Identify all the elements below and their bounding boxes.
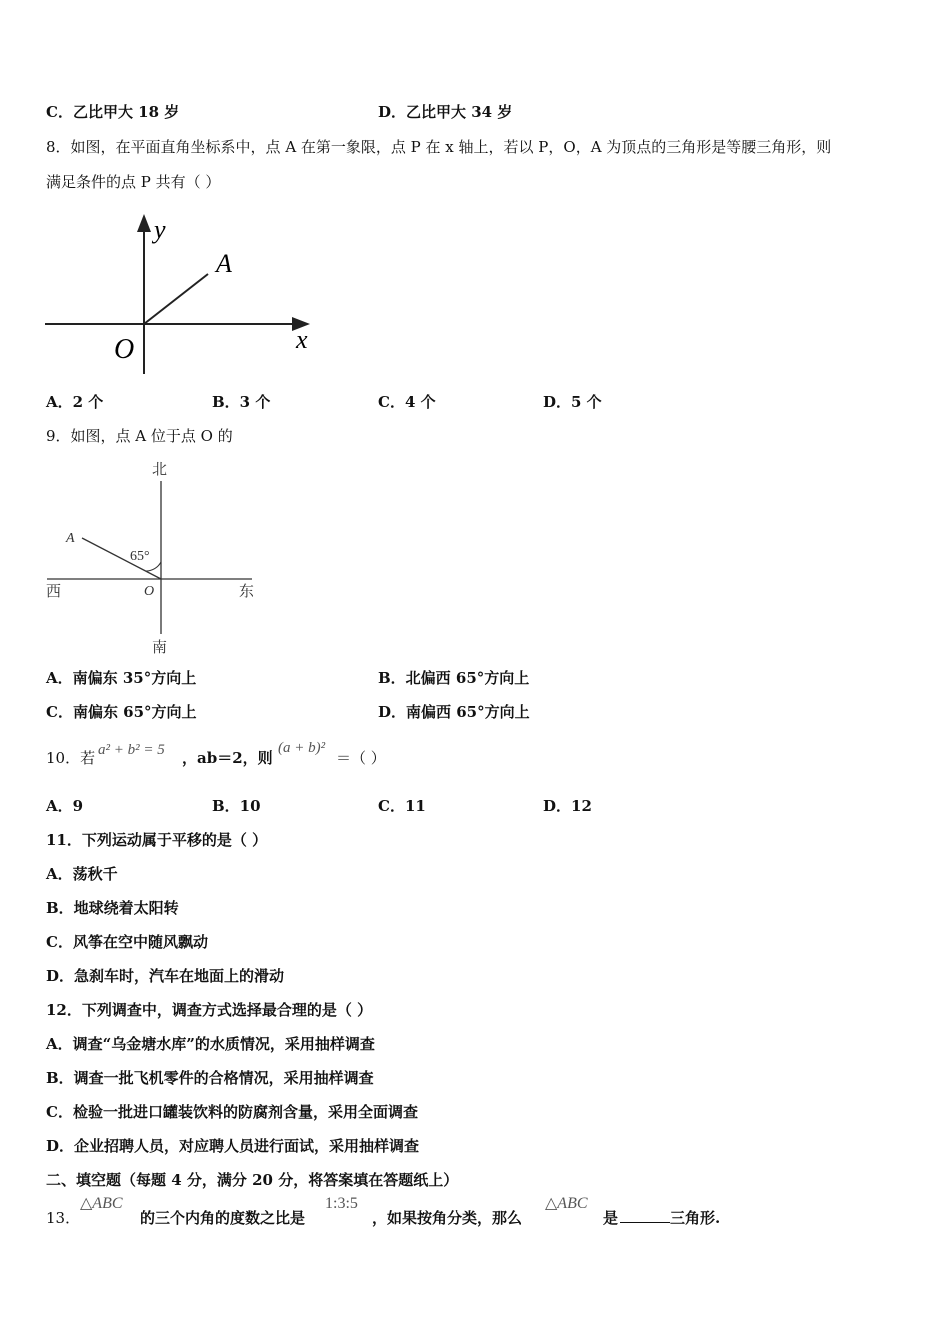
q10-expr-square-of-sum: (a + b)² [278, 740, 326, 756]
q8-option-d: D．5 个 [543, 393, 602, 411]
q10-suffix: ＝（ ） [336, 749, 386, 767]
q11-option-c: C．风筝在空中随风飘动 [46, 933, 208, 951]
q8-option-a: A．2 个 [46, 393, 104, 411]
q13-number: 13． [46, 1209, 81, 1227]
q10-option-d: D．12 [543, 797, 592, 815]
q13-text-2: ，如果按角分类，那么 [372, 1209, 523, 1227]
q11-option-a: A．荡秋千 [46, 865, 118, 883]
q9-option-a: A．南偏东 35°方向上 [46, 669, 197, 687]
q8-option-b: B．3 个 [212, 393, 271, 411]
q8-label-x: x [296, 325, 308, 354]
q12-option-d: D．企业招聘人员，对应聘人员进行面试，采用抽样调查 [46, 1137, 420, 1155]
q9-label-angle: 65° [130, 549, 150, 564]
section-2-title: 二、填空题（每题 4 分，满分 20 分，将答案填在答题纸上） [46, 1171, 459, 1189]
q8-option-c: C．4 个 [378, 393, 436, 411]
q10-mid-text: ，ab＝2，则 [182, 749, 273, 767]
q10-option-b: B．10 [212, 797, 261, 815]
q13-text-1: 的三个内角的度数之比是 [140, 1209, 306, 1227]
q11-stem: 11．下列运动属于平移的是（ ） [46, 831, 268, 849]
q13-text-4: 三角形. [670, 1209, 721, 1227]
q8-stem-line1: 8．如图，在平面直角坐标系中，点 A 在第一象限，点 P 在 x 轴上，若以 P，O，A 为顶点的三角形是等腰三角形，则 [46, 138, 832, 156]
q9-label-a: A [66, 531, 75, 546]
q7-option-c: C．乙比甲大 18 岁 [46, 103, 180, 121]
q12-option-c: C．检验一批进口罐装饮料的防腐剂含量，采用全面调查 [46, 1103, 418, 1121]
q11-option-d: D．急刹车时，汽车在地面上的滑动 [46, 967, 285, 985]
q8-coordinate-figure [40, 208, 330, 378]
q8-stem-line2: 满足条件的点 P 共有（ ） [46, 173, 221, 191]
q9-label-west: 西 [46, 584, 62, 600]
q8-label-y: y [154, 215, 166, 244]
q12-stem: 12．下列调查中，调查方式选择最合理的是（ ） [46, 1001, 373, 1019]
q8-y-arrow [137, 214, 151, 232]
q8-segment-oa [144, 274, 208, 324]
q9-label-o: O [144, 584, 155, 599]
q9-label-south: 南 [152, 640, 168, 656]
q13-text-3: 是 [603, 1209, 619, 1227]
q13-answer-blank[interactable] [620, 1208, 670, 1228]
q13-triangle-abc-1: △ABC [80, 1195, 123, 1212]
q9-option-c: C．南偏东 65°方向上 [46, 703, 197, 721]
q10-option-c: C．11 [378, 797, 426, 815]
q10-prefix: 10．若 [46, 749, 96, 767]
q10-option-a: A．9 [46, 797, 84, 815]
q13-ratio: 1:3:5 [325, 1195, 358, 1212]
q12-option-b: B．调查一批飞机零件的合格情况，采用抽样调查 [46, 1069, 374, 1087]
q8-label-a: A [216, 249, 232, 278]
q10-expr-sum-of-squares: a² + b² = 5 [98, 742, 165, 758]
q9-option-b: B．北偏西 65°方向上 [378, 669, 530, 687]
q9-option-d: D．南偏西 65°方向上 [378, 703, 530, 721]
q7-option-d: D．乙比甲大 34 岁 [378, 103, 513, 121]
q9-label-north: 北 [152, 462, 168, 478]
q11-option-b: B．地球绕着太阳转 [46, 899, 179, 917]
q8-label-o: O [114, 334, 135, 365]
q9-label-east: 东 [239, 584, 255, 600]
q13-triangle-abc-2: △ABC [545, 1195, 588, 1212]
q12-option-a: A．调查“乌金塘水库”的水质情况，采用抽样调查 [46, 1035, 375, 1053]
q9-stem: 9．如图，点 A 位于点 O 的 [46, 427, 233, 445]
q9-direction-figure [40, 456, 270, 661]
